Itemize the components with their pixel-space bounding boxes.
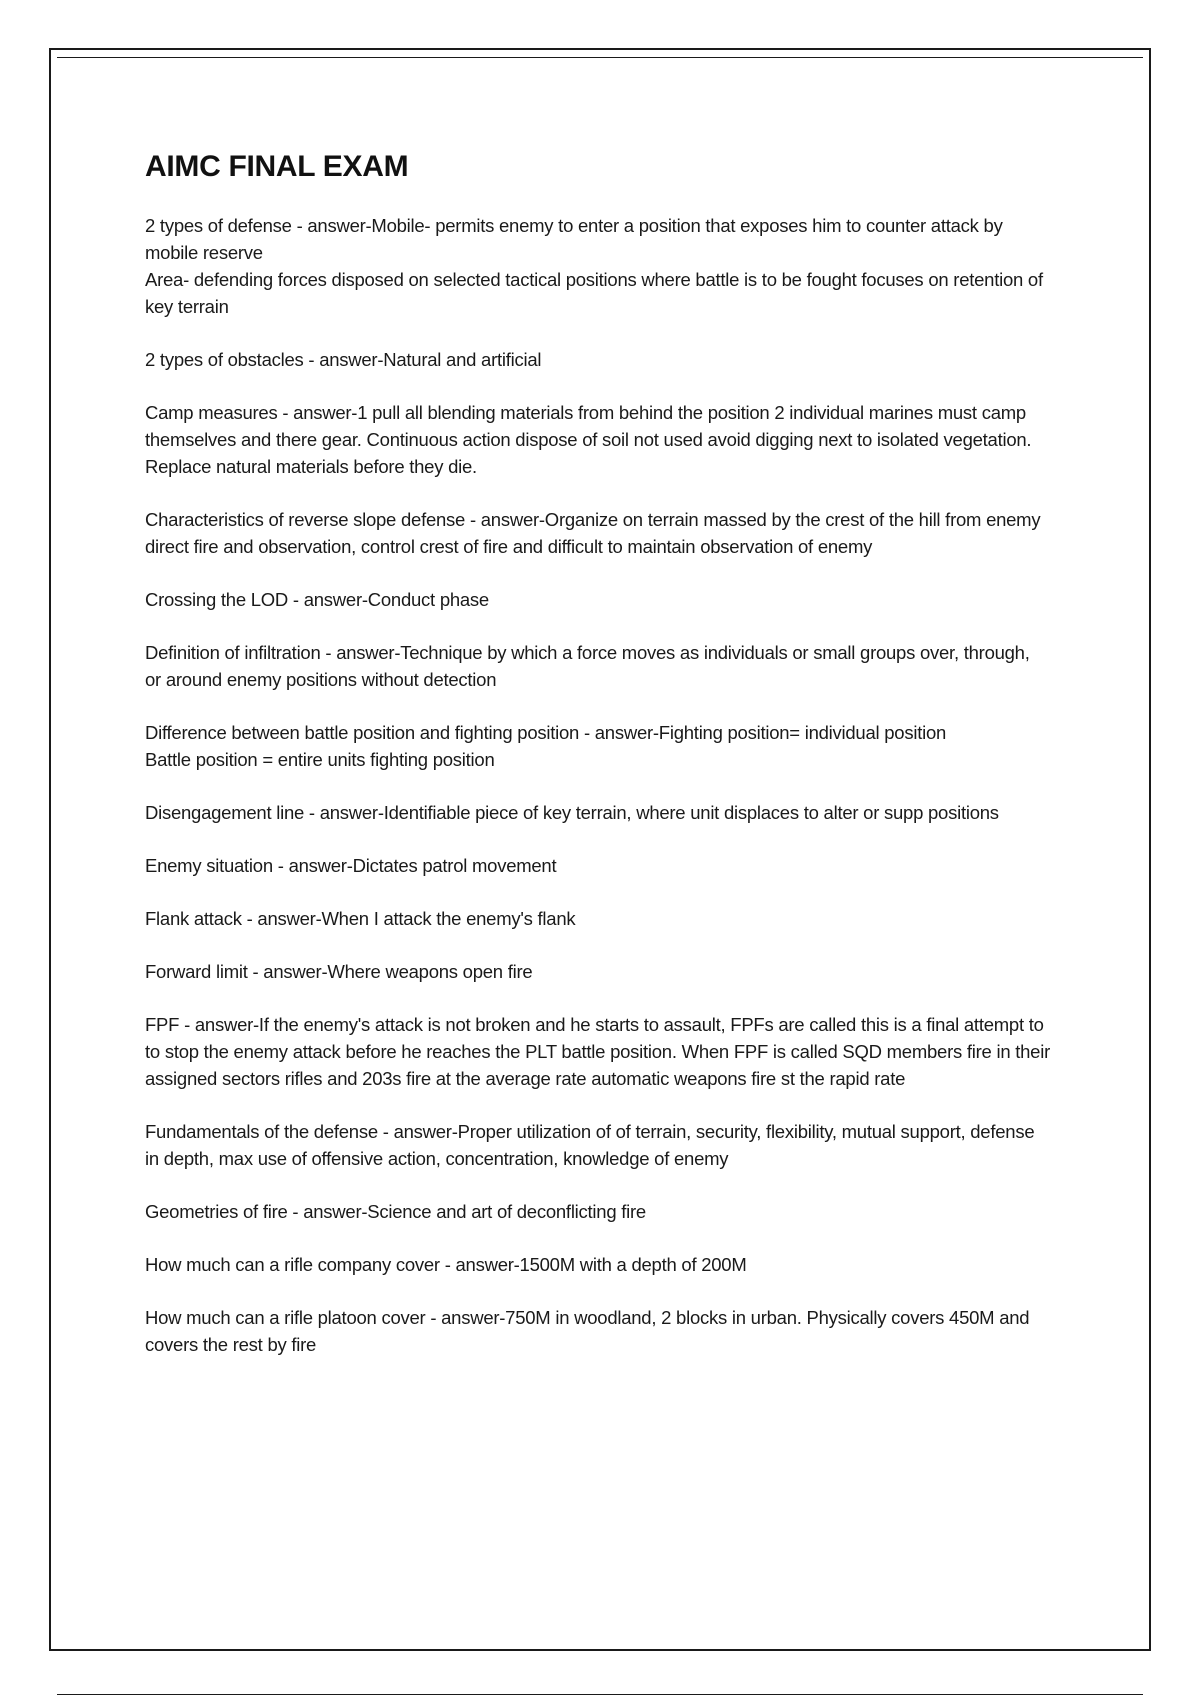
qa-entry <box>145 1118 1050 1172</box>
document-title: AIMC FINAL EXAM <box>145 150 409 183</box>
qa-line: Disengagement line - answer-Identifiable piece of key terrain, where unit displaces to alter or supp positions <box>145 802 999 823</box>
qa-line: 2 types of obstacles - answer-Natural and artificial <box>145 349 542 370</box>
qa-entry <box>145 1011 1050 1092</box>
qa-line: Camp measures - answer-1 pull all blending materials from behind the position 2 individual marines must camp themselves and there gear. Continuous action dispose of soil not used avoid digging next to isolated vegetation. Replace natural materials before they die. <box>145 402 1032 477</box>
qa-line: Forward limit - answer-Where weapons open fire <box>145 961 533 982</box>
qa-line: Characteristics of reverse slope defense - answer-Organize on terrain massed by the crest of the hill from enemy direct fire and observation, control crest of fire and difficult to maintain observation of enemy <box>145 509 1041 557</box>
qa-entry <box>145 1251 1050 1278</box>
qa-line: FPF - answer-If the enemy's attack is not broken and he starts to assault, FPFs are called this is a final attempt to to stop the enemy attack before he reaches the PLT battle position. When FPF is called SQD members fire in their assigned sectors rifles and 203s fire at the average rate automatic weapons fire st the rapid rate <box>145 1014 1050 1089</box>
qa-entry <box>145 346 1050 373</box>
qa-entry <box>145 212 1050 320</box>
qa-entry <box>145 958 1050 985</box>
qa-entry <box>145 399 1050 480</box>
qa-entry <box>145 1198 1050 1225</box>
qa-entry <box>145 852 1050 879</box>
qa-line: Enemy situation - answer-Dictates patrol movement <box>145 855 557 876</box>
qa-line: 2 types of defense - answer-Mobile- permits enemy to enter a position that exposes him to counter attack by mobile reserve <box>145 215 1003 263</box>
qa-entry <box>145 905 1050 932</box>
qa-line: Flank attack - answer-When I attack the enemy's flank <box>145 908 576 929</box>
qa-entry <box>145 1304 1050 1358</box>
qa-line: Fundamentals of the defense - answer-Proper utilization of of terrain, security, flexibility, mutual support, defense in depth, max use of offensive action, concentration, knowledge of enemy <box>145 1121 1035 1169</box>
qa-line: Battle position = entire units fighting position <box>145 749 495 770</box>
qa-line: Area- defending forces disposed on selected tactical positions where battle is to be fought focuses on retention of key terrain <box>145 269 1043 317</box>
qa-entry <box>145 719 1050 773</box>
qa-line: How much can a rifle platoon cover - answer-750M in woodland, 2 blocks in urban. Physically covers 450M and covers the rest by fire <box>145 1307 1030 1355</box>
document-body <box>145 150 1050 1384</box>
qa-entry <box>145 506 1050 560</box>
qa-line: Crossing the LOD - answer-Conduct phase <box>145 589 489 610</box>
bottom-divider <box>57 1694 1143 1695</box>
qa-line: How much can a rifle company cover - answer-1500M with a depth of 200M <box>145 1254 747 1275</box>
qa-entry <box>145 586 1050 613</box>
qa-line: Difference between battle position and fighting position - answer-Fighting position= individual position <box>145 722 947 743</box>
qa-line: Geometries of fire - answer-Science and art of deconflicting fire <box>145 1201 646 1222</box>
top-divider <box>57 57 1143 58</box>
qa-entry <box>145 639 1050 693</box>
qa-entry <box>145 799 1050 826</box>
qa-line: Definition of infiltration - answer-Technique by which a force moves as individuals or small groups over, through, or around enemy positions without detection <box>145 642 1030 690</box>
